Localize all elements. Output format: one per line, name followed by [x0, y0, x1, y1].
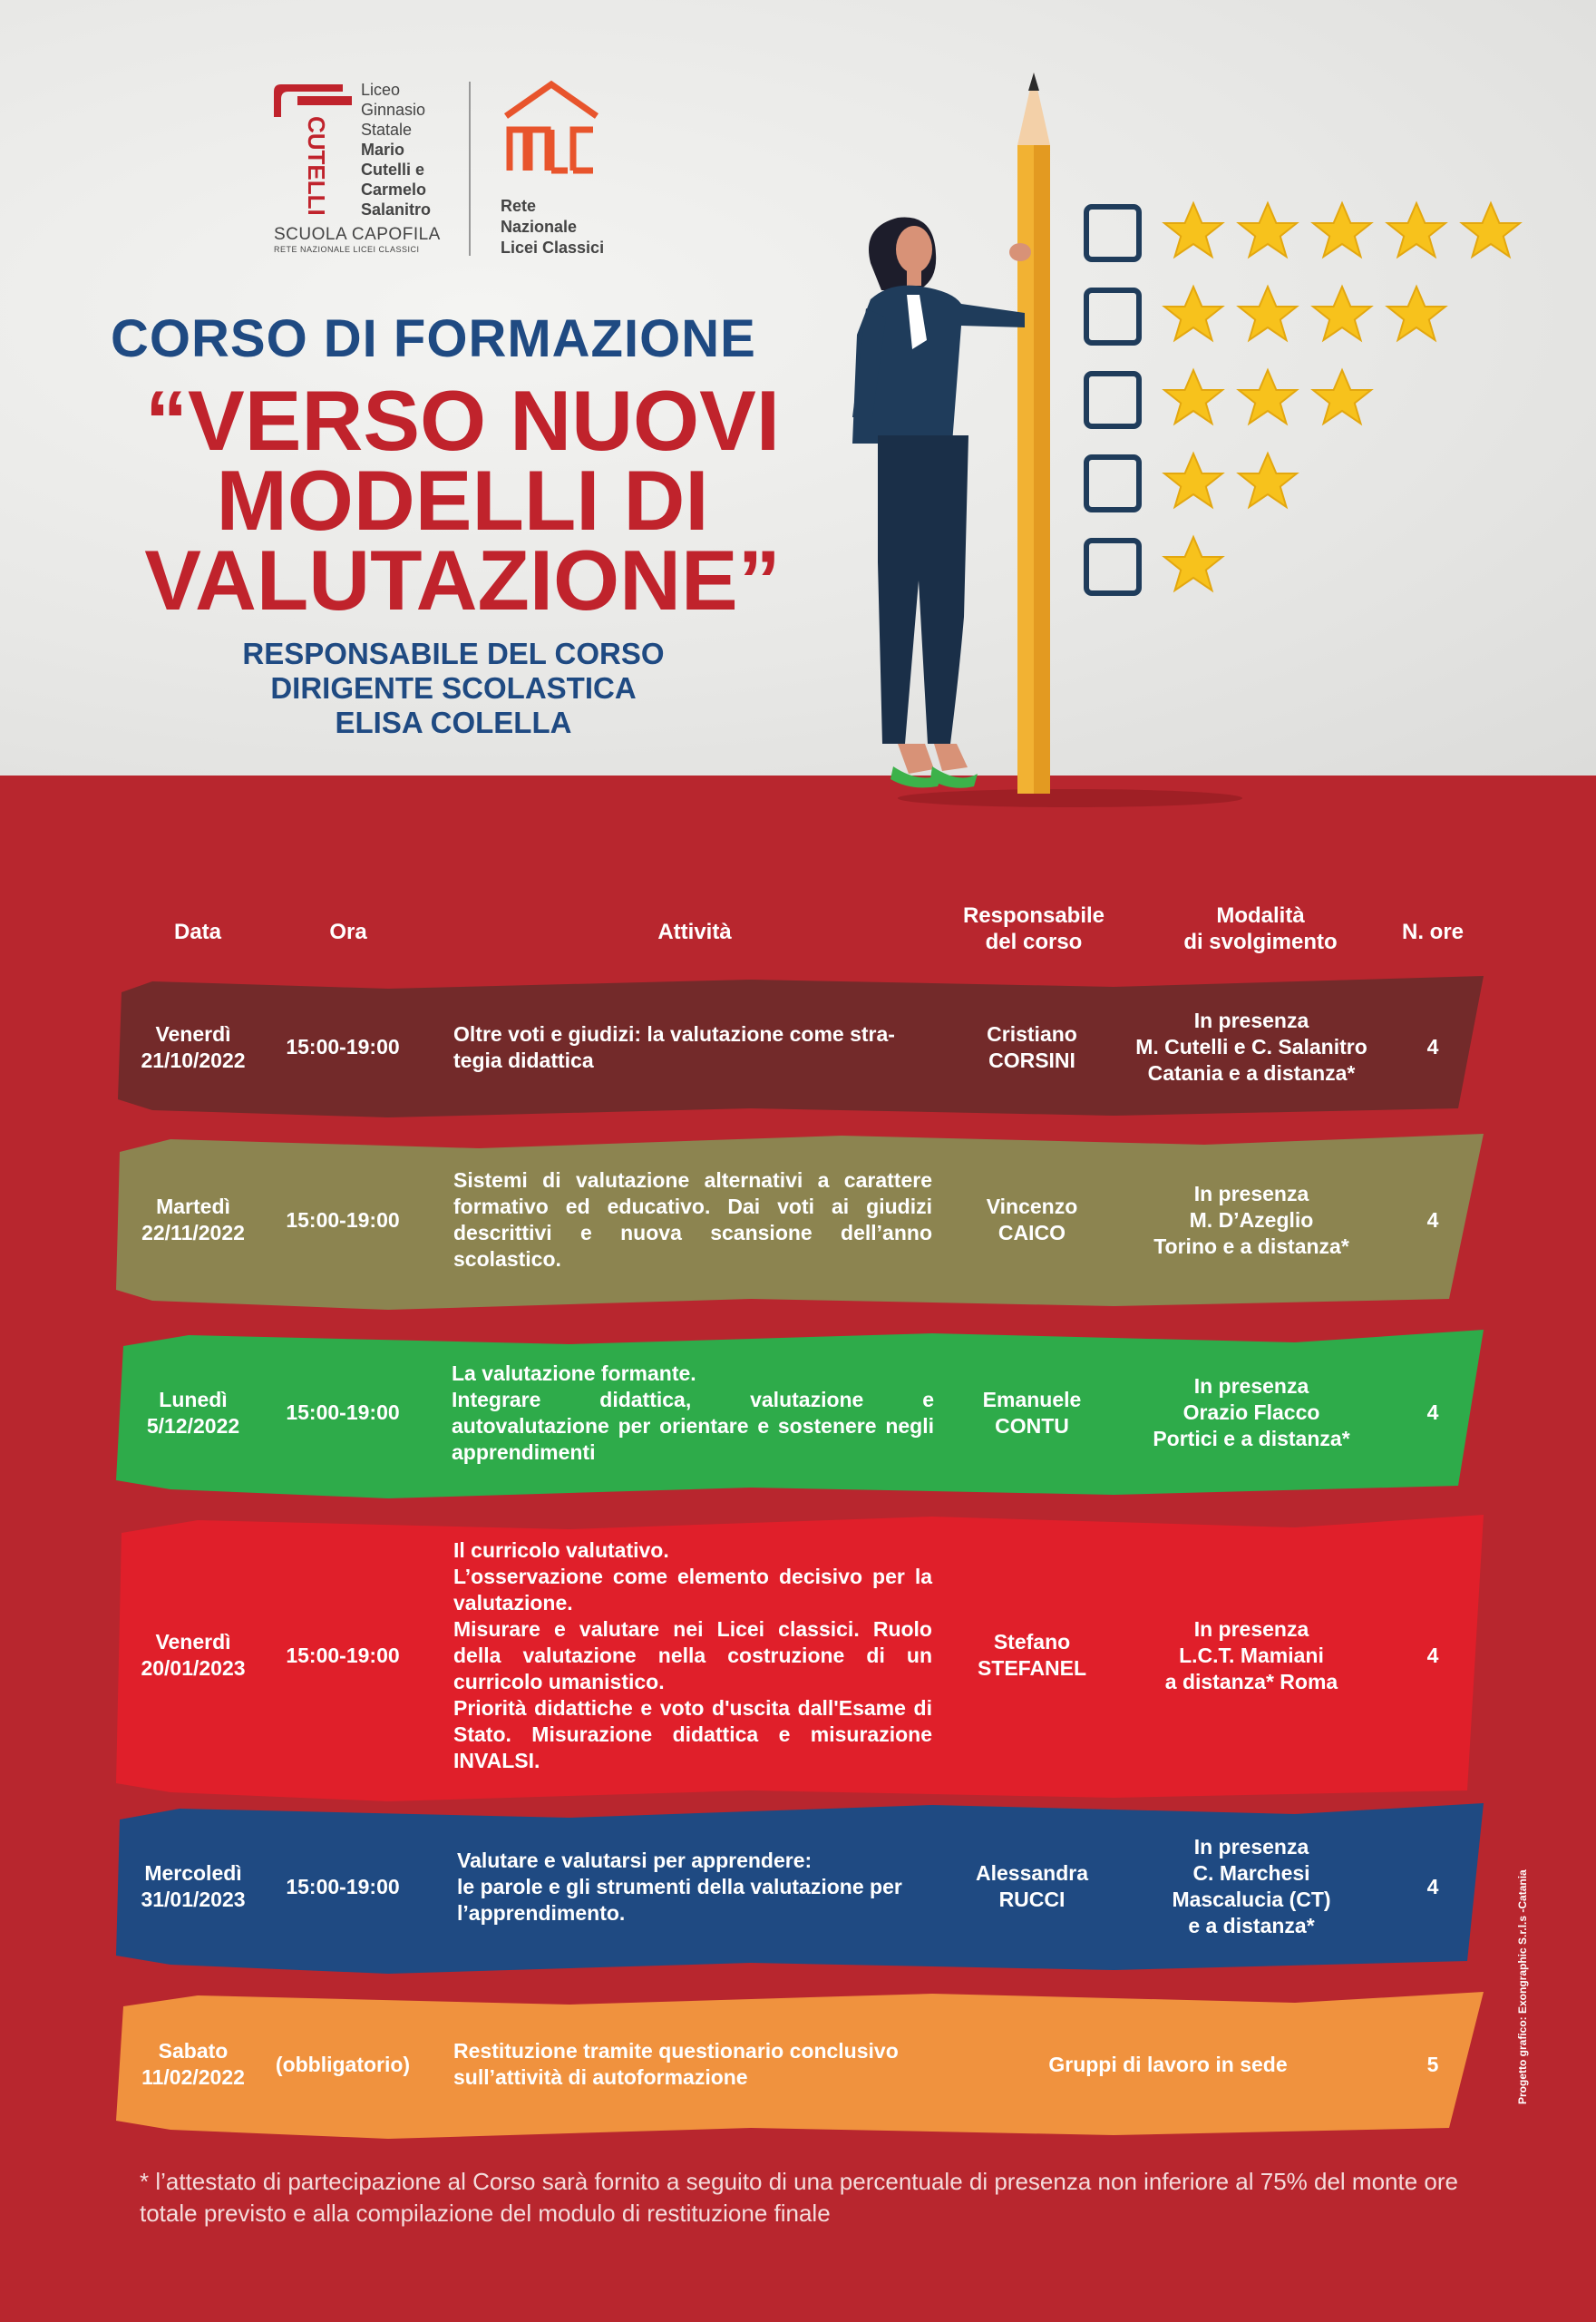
title-line: MODELLI DI — [216, 453, 709, 548]
header-responsabile: Responsabile del corso — [962, 903, 1105, 954]
woman-figure-icon — [852, 218, 1031, 788]
evaluation-illustration — [816, 36, 1542, 816]
course-kicker: CORSO DI FORMAZIONE — [111, 309, 756, 368]
cell-responsabile-modalita: Gruppi di lavoro in sede — [1048, 2052, 1288, 2076]
activity-line: le parole e gli strumenti della valutazione per l’apprendimento. — [457, 1874, 902, 1925]
activity-line: Oltre voti e giudizi: la valutazione come stra- — [453, 1021, 895, 1046]
header-ora: Ora — [329, 920, 367, 944]
cutelli-logo-text — [361, 80, 431, 220]
cell-attivita — [453, 972, 932, 1122]
cell-ore: 4 — [1426, 1643, 1439, 1667]
activity-line: tegia didattica — [453, 1048, 594, 1072]
table-row — [116, 972, 1484, 1122]
activity-line: Restituzione tramite questionario conclusivo sull’attività di autoformazione — [453, 2039, 899, 2089]
cell-data: Venerdì 21/10/2022 — [141, 1021, 246, 1072]
table-row — [116, 1796, 1484, 1977]
activity-line: Il curricolo valutativo. — [453, 1537, 669, 1562]
cell-ore: 5 — [1426, 2052, 1439, 2076]
cell-data: Mercoledì 31/01/2023 — [141, 1861, 246, 1911]
cell-attivita — [457, 1796, 936, 1977]
cell-attivita — [452, 1324, 934, 1501]
cell-data: Martedì 22/11/2022 — [141, 1195, 245, 1244]
cell-ora: (obbligatorio) — [275, 2052, 411, 2076]
cell-responsabile: Stefano STEFANEL — [977, 1630, 1087, 1680]
responsible-line: ELISA COLELLA — [335, 706, 572, 739]
rnlc-line: Rete — [501, 197, 537, 215]
responsible-line: DIRIGENTE SCOLASTICA — [270, 671, 637, 705]
cell-attivita — [453, 1127, 932, 1313]
cell-responsabile: Cristiano CORSINI — [987, 1021, 1077, 1072]
cell-ora: 15:00-19:00 — [286, 1400, 400, 1424]
cell-responsabile: Emanuele CONTU — [982, 1387, 1082, 1438]
cutelli-line: Ginnasio — [361, 101, 426, 119]
cell-ora: 15:00-19:00 — [286, 1207, 400, 1232]
header-modalita: Modalità di svolgimento — [1183, 903, 1338, 954]
logo-divider — [469, 82, 471, 256]
activity-line: Integrare didattica, valutazione e autovalutazione per orientare e sostenere negli apprendimenti — [452, 1387, 934, 1464]
course-responsible — [181, 637, 725, 740]
rnlc-logo-text — [501, 196, 604, 259]
schedule-table-header — [0, 902, 1596, 966]
table-row — [116, 1127, 1484, 1313]
course-title — [109, 373, 816, 628]
cell-attivita — [453, 1986, 932, 2142]
cutelli-line: Cutelli e — [361, 161, 425, 179]
cell-modalita: In presenza C. Marchesi Mascalucia (CT) e a distanza* — [1172, 1835, 1331, 1937]
cell-ore: 4 — [1426, 1207, 1439, 1232]
title-line: VALUTAZIONE” — [144, 532, 781, 628]
footnote: * l’attestato di partecipazione al Corso sarà fornito a seguito di una percentuale di presenza non inferiore al 75% del monte ore totale previsto e alla compilazione del modulo di restituzione finale — [140, 2168, 1458, 2227]
cell-modalita: In presenza M. Cutelli e C. Salanitro Catania e a distanza* — [1135, 1009, 1367, 1085]
capofila-label: SCUOLA CAPOFILA — [274, 225, 441, 244]
cutelli-line: Liceo — [361, 81, 401, 99]
activity-line: Priorità didattiche e voto d'uscita dall'Esame di Stato. Misurazione didattica e misurazione INVALSI. — [453, 1695, 932, 1772]
cell-modalita: In presenza L.C.T. Mamiani a distanza* Roma — [1164, 1616, 1338, 1693]
rnlc-line: Licei Classici — [501, 239, 605, 257]
cutelli-line: Statale — [361, 121, 413, 139]
cutelli-line: Mario — [361, 141, 405, 159]
cell-ora: 15:00-19:00 — [286, 1643, 400, 1667]
activity-line: Valutare e valutarsi per apprendere: — [457, 1848, 813, 1872]
activity-line: La valutazione formante. — [452, 1361, 696, 1385]
cell-ore: 4 — [1426, 1035, 1439, 1059]
cell-data: Sabato 11/02/2022 — [141, 2039, 245, 2089]
activity-line: L’osservazione come elemento decisivo per la valutazione. — [453, 1564, 932, 1615]
cell-ore: 4 — [1426, 1400, 1439, 1424]
title-line: “VERSO NUOVI — [145, 373, 780, 468]
stars-icon — [1164, 203, 1520, 590]
pencil-icon — [1017, 73, 1050, 794]
graphic-credit: Progetto grafico: Exongraphic S.r.l.s -Catania — [1516, 1869, 1529, 2104]
cell-data: Venerdì 20/01/2023 — [141, 1630, 246, 1680]
rnlc-logo-icon — [497, 80, 606, 184]
table-row — [116, 1506, 1484, 1805]
cell-modalita: In presenza Orazio Flacco Portici e a distanza* — [1153, 1374, 1350, 1450]
activity-line: Misurare e valutare nei Licei classici. Ruolo della valutazione nella costruzione di un curricolo umanistico. — [453, 1616, 932, 1693]
cell-ora: 15:00-19:00 — [286, 1874, 400, 1898]
header-data: Data — [173, 920, 222, 944]
header-attivita: Attività — [657, 920, 732, 944]
cell-ore: 4 — [1426, 1874, 1439, 1898]
cell-modalita: In presenza M. D’Azeglio Torino e a distanza* — [1153, 1181, 1349, 1258]
cell-data: Lunedì 5/12/2022 — [146, 1387, 240, 1438]
table-row — [116, 1324, 1484, 1501]
header-ore: N. ore — [1401, 920, 1464, 944]
rnlc-line: Nazionale — [501, 218, 578, 236]
activity-line: Sistemi di valutazione alternativi a carattere formativo ed educativo. Dai voti ai giudizi descrittivi e nuova scansione dell’anno scolastico. — [453, 1168, 932, 1271]
table-row — [116, 1986, 1484, 2142]
star-rating-checklist-icon — [1086, 207, 1139, 593]
cutelli-line: Carmelo — [361, 180, 427, 199]
cell-responsabile: Vincenzo CAICO — [986, 1195, 1078, 1244]
responsible-line: RESPONSABILE DEL CORSO — [242, 637, 665, 670]
cutelli-mark: CUTELLI — [303, 116, 330, 216]
cutelli-line: Salanitro — [361, 200, 432, 219]
capofila-sublabel: RETE NAZIONALE LICEI CLASSICI — [274, 245, 420, 254]
cell-ora: 15:00-19:00 — [286, 1035, 400, 1059]
cell-responsabile: Alessandra RUCCI — [975, 1861, 1088, 1911]
cell-attivita — [453, 1506, 932, 1805]
